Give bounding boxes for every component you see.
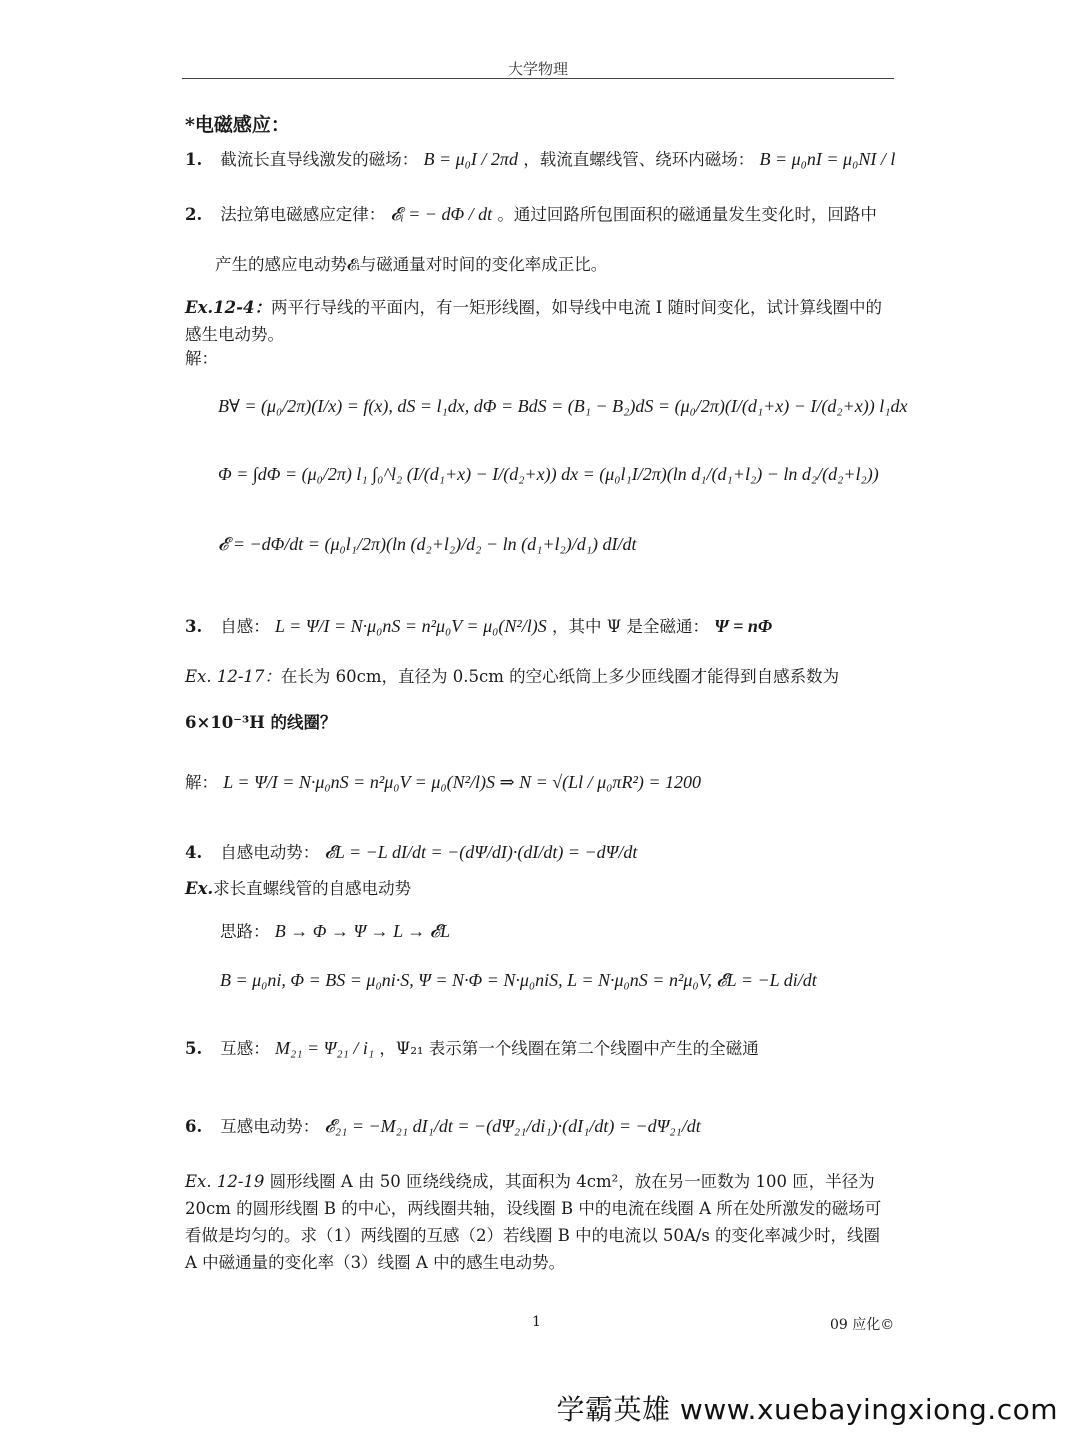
example-12-17-equation: L = Ψ/I = N·μ₀nS = n²μ₀V = μ₀(N²/l)S ⇒ N = √(Ll / μ₀πR²) = 1200 bbox=[223, 772, 701, 792]
item-1-text-b: ，载流直螺线管、绕环内磁场： bbox=[523, 150, 755, 169]
item-1-equation-a: B = μ₀I / 2πd bbox=[423, 149, 518, 169]
item-2-number: 2. bbox=[185, 205, 203, 224]
example-12-4-text: 两平行导线的平面内，有一矩形线圈，如导线中电流 I 随时间变化，试计算线圈中的感生电动势。 bbox=[185, 298, 882, 344]
example-solenoid-idea-chain: B → Φ → Ψ → L → 𝓔L bbox=[274, 921, 451, 941]
site-watermark: 学霸英雄 www.xuebayingxiong.com bbox=[556, 1393, 1058, 1426]
example-12-4 bbox=[185, 294, 895, 348]
item-4-text-a: 自感电动势： bbox=[220, 843, 320, 862]
item-5-number: 5. bbox=[185, 1039, 203, 1058]
item-2-text-b: 。通过回路所包围面积的磁通量发生变化时，回路中 bbox=[497, 205, 877, 224]
item-2-equation: 𝓔ᵢ = − dΦ / dt bbox=[390, 204, 493, 224]
example-solenoid-idea-label: 思路： bbox=[220, 922, 270, 941]
item-3-text-b: ，其中 Ψ 是全磁通： bbox=[552, 617, 709, 636]
example-12-17 bbox=[185, 664, 839, 690]
item-6-equation: 𝓔₂₁ = −M₂₁ dI₁/dt = −(dΨ₂₁/di₁)·(dI₁/dt) = −dΨ₂₁/dt bbox=[324, 1116, 701, 1136]
item-1-text-a: 截流长直导线激发的磁场： bbox=[220, 150, 419, 169]
item-3-number: 3. bbox=[185, 617, 203, 636]
example-12-19-text: 圆形线圈 A 由 50 匝绕线绕成，其面积为 4cm²，放在另一匝数为 100 匝，半径为 20cm 的圆形线圈 B 的中心，两线圈共轴，设线圈 B 中的电流在线圈 A 所在处所激发的磁场可看做是均匀的。求（1）两线圈的互感（2）若线圈 B 中的电流以 50A/s 的变化率减少时，线圈 A 中磁通量的变化率（3）线圈 A 中的感生电动势。 bbox=[185, 1172, 882, 1272]
example-12-17-text-b: 6×10⁻³H 的线圈？ bbox=[185, 713, 337, 732]
header-rule bbox=[182, 78, 894, 79]
item-3-equation: L = Ψ/I = N·μ₀nS = n²μ₀V = μ₀(N²/l)S bbox=[275, 616, 547, 636]
example-solenoid bbox=[185, 876, 411, 902]
item-6-number: 6. bbox=[185, 1117, 203, 1136]
example-12-4-solution-label: 解： bbox=[185, 349, 218, 368]
example-12-4-label: Ex.12-4： bbox=[185, 298, 271, 317]
example-12-17-text-a: 在长为 60cm，直径为 0.5cm 的空心纸筒上多少匝线圈才能得到自感系数为 bbox=[280, 667, 840, 686]
item-6 bbox=[185, 1112, 701, 1141]
item-6-text-a: 互感电动势： bbox=[220, 1117, 320, 1136]
equation-emf: 𝓔 = −dΦ/dt = (μ₀l₁/2π)(ln (d₂+l₂)/d₂ − ln (d₁+l₂)/d₁) dI/dt bbox=[218, 534, 637, 554]
item-3-text-a: 自感： bbox=[220, 617, 270, 636]
example-12-17-label: Ex. 12-17： bbox=[185, 667, 281, 686]
item-4 bbox=[185, 838, 637, 867]
item-5-text-a: 互感： bbox=[220, 1039, 270, 1058]
example-solenoid-idea bbox=[220, 917, 450, 946]
item-1-equation-b: B = μ₀nI = μ₀NI / l bbox=[759, 149, 896, 169]
example-solenoid-text: 求长直螺线管的自感电动势 bbox=[213, 879, 412, 898]
item-4-number: 4. bbox=[185, 843, 203, 862]
example-12-17-solution-label: 解： bbox=[185, 773, 218, 792]
page-header: 大学物理 bbox=[507, 60, 568, 78]
section-title: *电磁感应： bbox=[185, 114, 290, 136]
example-12-19-label: Ex. 12-19 bbox=[185, 1172, 265, 1191]
example-12-19 bbox=[185, 1168, 895, 1276]
item-1 bbox=[185, 145, 895, 174]
item-2 bbox=[185, 200, 877, 229]
item-5 bbox=[185, 1034, 759, 1063]
item-1-number: 1. bbox=[185, 150, 203, 169]
item-5-text-b: ，Ψ₂₁ 表示第一个线圈在第二个线圈中产生的全磁通 bbox=[379, 1039, 759, 1058]
item-4-equation: 𝓔L = −L dI/dt = −(dΨ/dI)·(dI/dt) = −dΨ/dt bbox=[324, 842, 638, 862]
item-3 bbox=[185, 612, 772, 641]
footer-right-text: 09 应化© bbox=[830, 1317, 895, 1333]
example-solenoid-equation: B = μ₀ni, Φ = BS = μ₀ni·S, Ψ = N·Φ = N·μ₀niS, L = N·μ₀nS = n²μ₀V, 𝓔L = −L di/dt bbox=[220, 970, 817, 990]
equation-flux-density: B∀ = (μ₀/2π)(I/x) = f(x), dS = l₁dx, dΦ = BdS = (B₁ − B₂)dS = (μ₀/2π)(I/(d₁+x) − I/(d₂+x)) l₁dx bbox=[218, 396, 908, 416]
example-solenoid-label: Ex. bbox=[185, 879, 214, 898]
item-2-continuation: 产生的感应电动势𝓔ᵢ与磁通量对时间的变化率成正比。 bbox=[215, 255, 608, 274]
item-5-equation: M₂₁ = Ψ₂₁ / i₁ bbox=[275, 1038, 375, 1058]
equation-flux: Φ = ∫dΦ = (μ₀/2π) l₁ ∫₀^l₂ (I/(d₁+x) − I/(d₂+x)) dx = (μ₀l₁I/2π)(ln d₁/(d₁+l₂) − ln d₂/(d₂+l₂)) bbox=[218, 464, 879, 484]
page-number: 1 bbox=[532, 1314, 541, 1330]
example-12-17-solution bbox=[185, 768, 701, 797]
item-3-equation-b: Ψ = nΦ bbox=[714, 616, 773, 636]
item-2-text-a: 法拉第电磁感应定律： bbox=[220, 205, 386, 224]
